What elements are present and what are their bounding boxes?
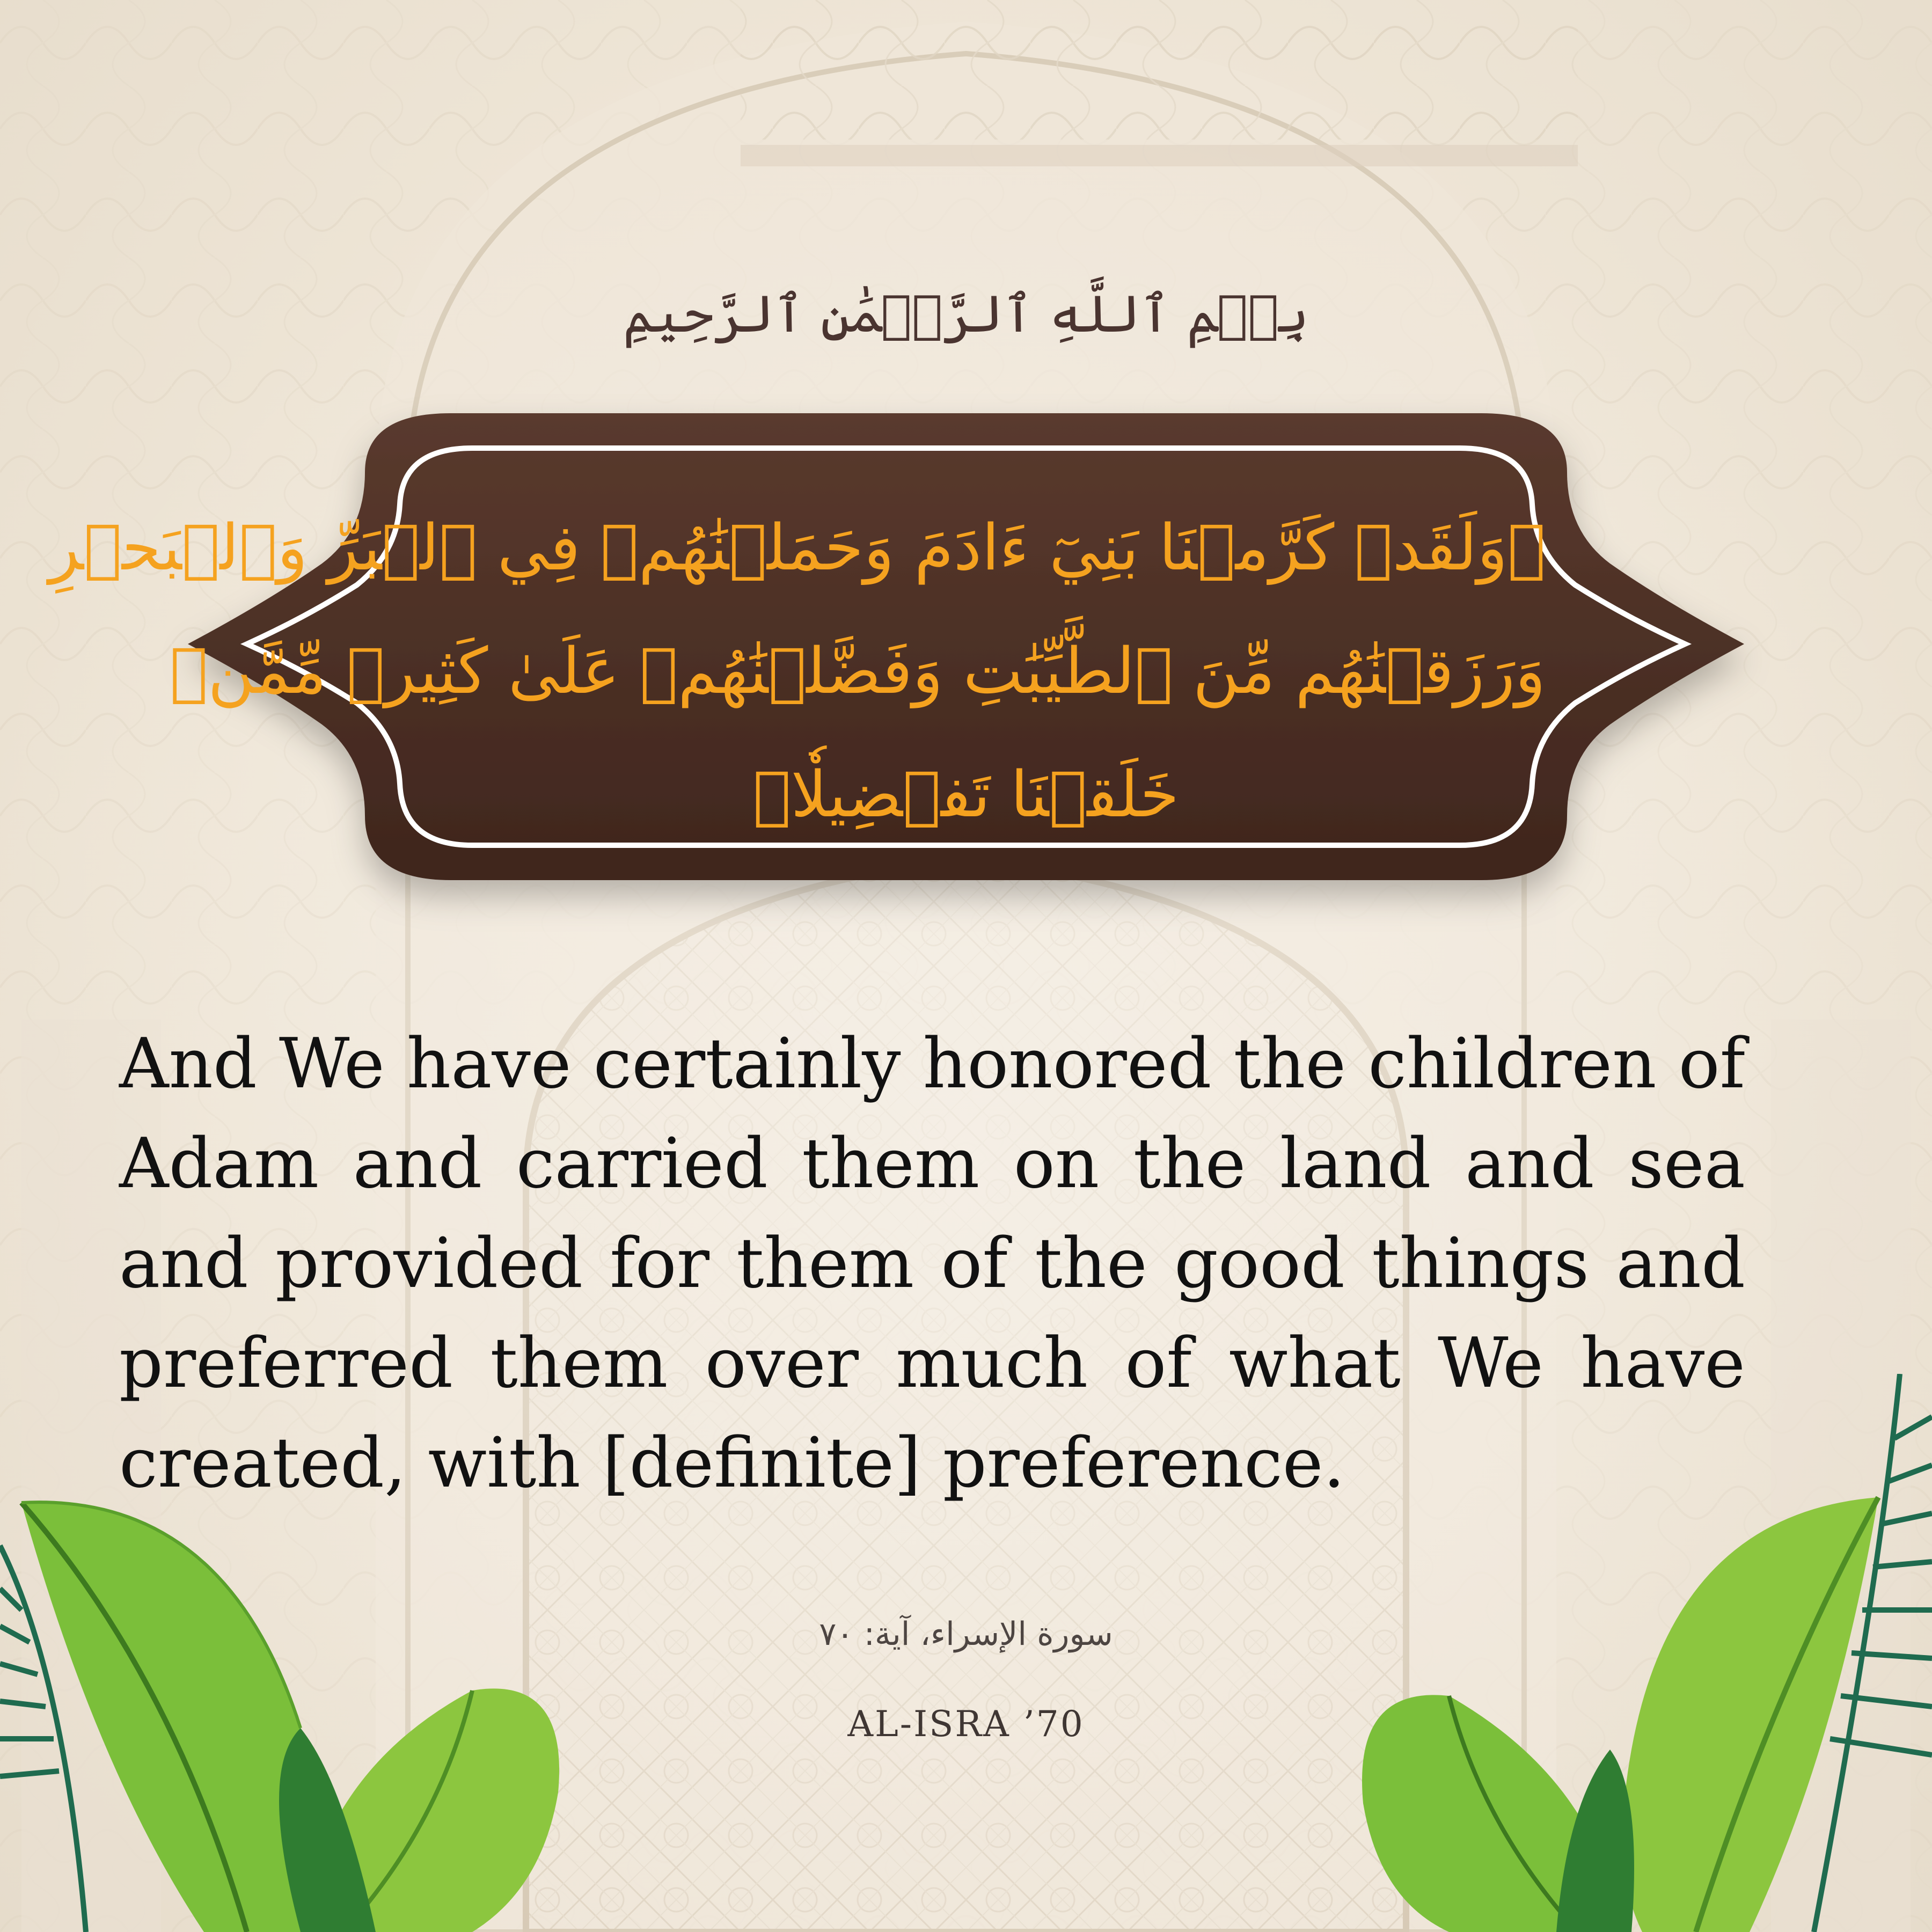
verse-line-2: وَرَزَقۡنَٰهُم مِّنَ ٱلطَّيِّبَٰتِ وَفَضَّلۡنَٰهُمۡ عَلَىٰ كَثِيرٖ مِّمَّنۡ bbox=[170, 634, 1546, 708]
bismillah-heading: بِسۡمِ ٱللَّهِ ٱلرَّحۡمَٰنِ ٱلرَّحِيمِ bbox=[623, 284, 1309, 344]
verse-line-3: خَلَقۡنَا تَفۡضِيلٗا﴾ bbox=[752, 757, 1180, 831]
surah-reference-english: AL-ISRA ’70 bbox=[847, 1703, 1085, 1745]
surah-reference-arabic: سورة الإسراء، آية: ٧٠ bbox=[819, 1615, 1113, 1653]
leaf-decoration-left bbox=[0, 1449, 590, 1932]
leaf-decoration-right bbox=[1342, 1374, 1932, 1932]
arabic-verse bbox=[49, 486, 1546, 861]
verse-line-1: ﴿وَلَقَدۡ كَرَّمۡنَا بَنِيٓ ءَادَمَ وَحَمَلۡنَٰهُمۡ فِي ٱلۡبَرِّ وَٱلۡبَحۡرِ bbox=[49, 510, 1546, 584]
english-translation: And We have certainly honored the children of Adam and carried them on the land and sea and provided for them of the good things and preferred them over much of what We have created, with [definite] preference. bbox=[119, 1024, 1745, 1503]
